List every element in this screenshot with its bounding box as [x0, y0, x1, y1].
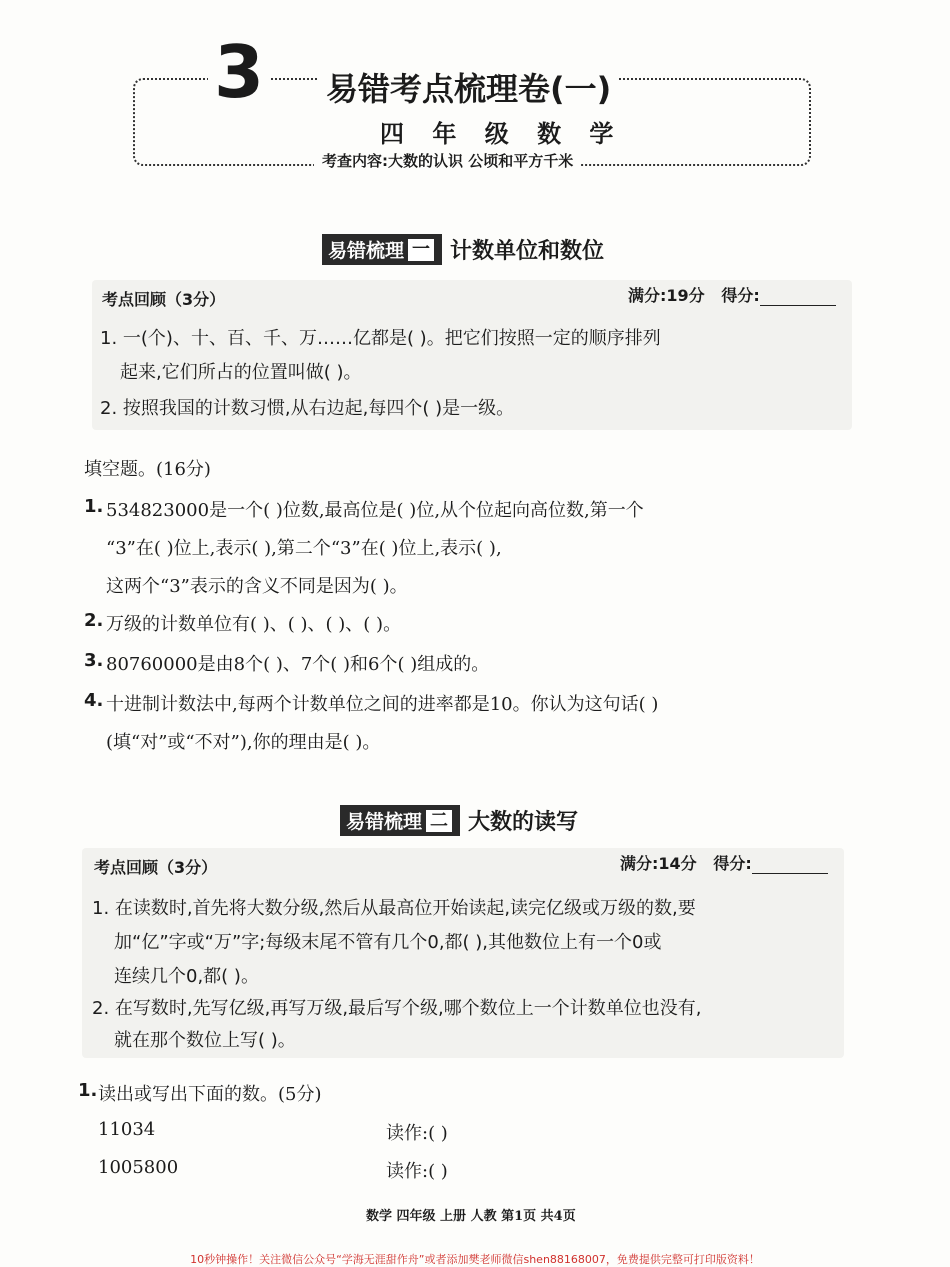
q1-number: 1. [84, 496, 104, 517]
q1-line-3: 这两个“3”表示的含义不同是因为( )。 [106, 576, 408, 597]
section1-badge: 易错梳理 一 [322, 234, 442, 265]
s2-q1-text: 读出或写出下面的数。(5分) [98, 1084, 322, 1105]
reading-answer-2[interactable]: 读作:( ) [386, 1161, 448, 1182]
q4-number: 4. [84, 690, 104, 711]
q3-number: 3. [84, 650, 104, 671]
section2-review-line-3: 连续几个0,都( )。 [114, 966, 259, 987]
reading-number-1: 11034 [98, 1119, 156, 1140]
section1-review-line-3: 2. 按照我国的计数习惯,从右边起,每四个( )是一级。 [100, 398, 515, 419]
section2-review-line-5: 就在那个数位上写( )。 [114, 1030, 296, 1051]
q1-line-1: 534823000是一个( )位数,最高位是( )位,从个位起向高位数,第一个 [106, 500, 644, 521]
reading-answer-1[interactable]: 读作:( ) [386, 1123, 448, 1144]
q2-text: 万级的计数单位有( )、( )、( )、( )。 [106, 614, 402, 635]
section2-review-label: 考点回顾（3分） [94, 858, 218, 877]
section1-score-blank[interactable] [760, 289, 836, 306]
fill-in-label: 填空题。(16分) [84, 459, 211, 480]
section2-score-blank[interactable] [752, 857, 828, 874]
q1-line-2: “3”在( )位上,表示( ),第二个“3”在( )位上,表示( ), [106, 538, 502, 559]
section2-badge-number: 二 [424, 808, 454, 834]
section1-review-line-1: 1. 一(个)、十、百、千、万……亿都是( )。把它们按照一定的顺序排列 [100, 328, 661, 349]
paper-number: 3 [208, 36, 270, 108]
section1-badge-number: 一 [406, 237, 436, 263]
section2-review-line-4: 2. 在写数时,先写亿级,再写万级,最后写个级,哪个数位上一个计数单位也没有, [92, 998, 702, 1019]
q4-line-1: 十进制计数法中,每两个计数单位之间的进率都是10。你认为这句话( ) [106, 694, 659, 715]
section1-title: 计数单位和数位 [450, 239, 605, 264]
section2-badge: 易错梳理 二 [340, 805, 460, 836]
q3-text: 80760000是由8个( )、7个( )和6个( )组成的。 [106, 654, 490, 675]
section1-review-label: 考点回顾（3分） [102, 290, 226, 309]
paper-title: 易错考点梳理卷(一) [318, 64, 619, 110]
section1-heading [322, 234, 604, 265]
section2-score-area [620, 851, 828, 874]
section1-review-line-2: 起来,它们所占的位置叫做( )。 [120, 362, 362, 383]
section2-score-label: 得分: [713, 854, 752, 873]
paper-subtitle: 四 年 级 数 学 [380, 120, 624, 148]
section2-full-score: 满分:14分 [620, 854, 697, 873]
section2-review-line-2: 加“亿”字或“万”字;每级末尾不管有几个0,都( ),其他数位上有一个0或 [114, 932, 662, 953]
q2-number: 2. [84, 610, 104, 631]
q4-line-2: (填“对”或“不对”),你的理由是( )。 [106, 732, 381, 753]
section1-full-score: 满分:19分 [628, 286, 705, 305]
reading-number-2: 1005800 [98, 1157, 179, 1178]
s2-q1-number: 1. [78, 1080, 98, 1101]
page-footer-meta: 数学 四年级 上册 人教 第1页 共4页 [366, 1209, 576, 1224]
page-footer-ad: 10秒钟操作！关注微信公众号“学海无涯甜作舟”或者添加樊老师微信shen88168007，免费提供完整可打印版资料！ [190, 1253, 760, 1266]
section1-score-label: 得分: [721, 286, 760, 305]
section2-review-line-1: 1. 在读数时,首先将大数分级,然后从最高位开始读起,读完亿级或万级的数,要 [92, 898, 696, 919]
section2-heading [340, 805, 578, 836]
section1-score-area [628, 283, 836, 306]
exam-content: 考查内容:大数的认识 公顷和平方千米 [314, 150, 581, 171]
section2-title: 大数的读写 [468, 810, 579, 835]
